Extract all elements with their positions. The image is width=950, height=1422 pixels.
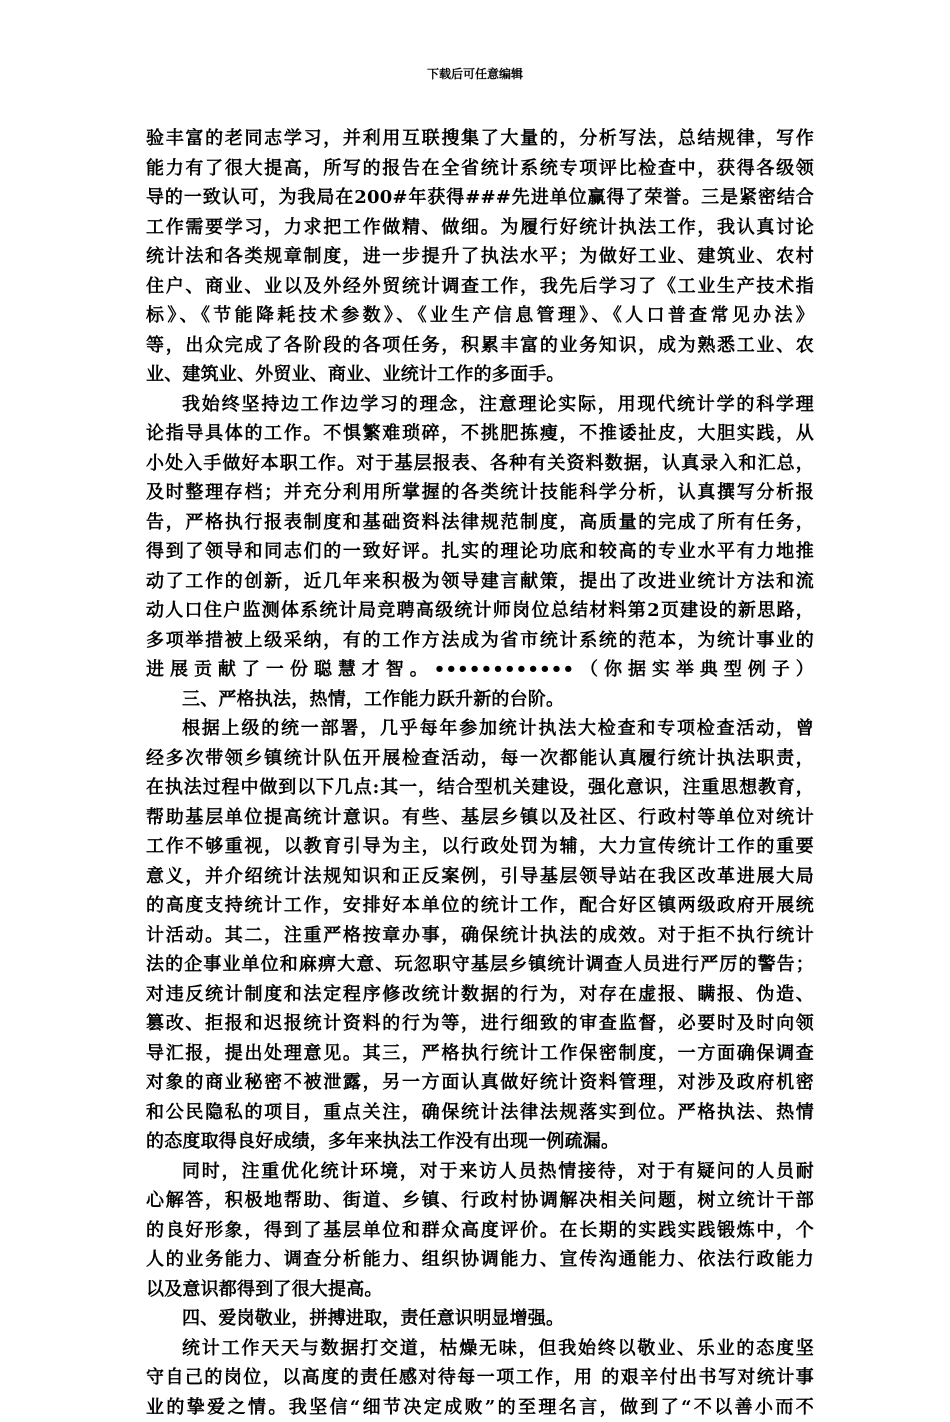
text-line: 经多次带领乡镇统计队伍开展检查活动，每一次都能认真履行统计执法职责， — [146, 744, 814, 774]
text-line: 在执法过程中做到以下几点:其一，结合型机关建设，强化意识，注重思想教育， — [146, 773, 814, 803]
text-line: 篡改、拒报和迟报统计资料的行为等，进行细致的审查监督，必要时及时向领 — [146, 1009, 814, 1039]
text-line: 根据上级的统一部署，几乎每年参加统计执法大检查和专项检查活动，曾 — [146, 714, 814, 744]
text-line: 意义，并介绍统计法规知识和正反案例，引导基层领导站在我区改革进展大局 — [146, 862, 814, 892]
text-line: 论指导具体的工作。不惧繁难琐碎，不挑肥拣瘦，不推诿扯皮，大胆实践，从 — [146, 419, 814, 449]
text-line: 心解答，积极地帮助、街道、乡镇、行政村协调解决相关问题，树立统计干部 — [146, 1186, 814, 1216]
text-line: 计活动。其二，注重严格按章办事，确保统计执法的成效。对于拒不执行统计 — [146, 921, 814, 951]
text-line: 的高度支持统计工作，安排好本单位的统计工作，配合好区镇两级政府开展统 — [146, 891, 814, 921]
text-line: 标》、《节能降耗技术参数》、《业生产信息管理》、《人口普查常见办法》 — [146, 301, 814, 331]
text-line: 动人口住户监测体系统计局竞聘高级统计师岗位总结材料第2页建设的新思路， — [146, 596, 814, 626]
text-line: 对象的商业秘密不被泄露，另一方面认真做好统计资料管理，对涉及政府机密 — [146, 1068, 814, 1098]
text-line: 业、建筑业、外贸业、商业、业统计工作的多面手。 — [146, 360, 814, 390]
text-line: 工作需要学习，力求把工作做精、做细。为履行好统计执法工作，我认真讨论 — [146, 213, 814, 243]
text-line: 我始终坚持边工作边学习的理念，注意理论实际，用现代统计学的科学理 — [146, 390, 814, 420]
text-line: 得到了领导和同志们的一致好评。扎实的理论功底和较高的专业水平有力地推 — [146, 537, 814, 567]
text-line: 守自己的岗位，以高度的责任感对待每一项工作，用 的艰辛付出书写对统计事 — [146, 1363, 814, 1393]
text-line: 对违反统计制度和法定程序修改统计数据的行为，对存在虚报、瞒报、伪造、 — [146, 980, 814, 1010]
text-line: 法的企事业单位和麻痹大意、玩忽职守基层乡镇统计调查人员进行严厉的警告； — [146, 950, 814, 980]
text-line: 以及意识都得到了很大提高。 — [146, 1275, 814, 1305]
text-line: 人的业务能力、调查分析能力、组织协调能力、宣传沟通能力、依法行政能力 — [146, 1245, 814, 1275]
text-line: 业的挚爱之情。我坚信“细节决定成败”的至理名言，做到了“不以善小而不 — [146, 1393, 814, 1422]
text-line: 验丰富的老同志学习，并利用互联搜集了大量的，分析写法，总结规律，写作 — [146, 124, 814, 154]
text-line: 及时整理存档；并充分利用所掌握的各类统计技能科学分析，认真撰写分析报 — [146, 478, 814, 508]
text-line: 告，严格执行报表制度和基础资料法律规范制度，高质量的完成了所有任务， — [146, 508, 814, 538]
text-line: 四、爱岗敬业，拼搏进取，责任意识明显增强。 — [146, 1304, 814, 1334]
text-line: 统计法和各类规章制度，进一步提升了执法水平；为做好工业、建筑业、农村 — [146, 242, 814, 272]
text-line: 的态度取得良好成绩，多年来执法工作没有出现一例疏漏。 — [146, 1127, 814, 1157]
text-line: 等，出众完成了各阶段的各项任务，积累丰富的业务知识，成为熟悉工业、农 — [146, 331, 814, 361]
text-line: 住户、商业、业以及外经外贸统计调查工作，我先后学习了《工业生产技术指 — [146, 272, 814, 302]
text-line: 导的一致认可，为我局在200#年获得###先进单位赢得了荣誉。三是紧密结合 — [146, 183, 814, 213]
text-line: 多项举措被上级采纳，有的工作方法成为省市统计系统的范本，为统计事业的 — [146, 626, 814, 656]
text-line: 进展贡献了一份聪慧才智。••••••••••••（你据实举典型例子） — [146, 655, 814, 685]
text-line: 能力有了很大提高，所写的报告在全省统计系统专项评比检查中，获得各级领 — [146, 154, 814, 184]
text-line: 同时，注重优化统计环境，对于来访人员热情接待，对于有疑问的人员耐 — [146, 1157, 814, 1187]
page-header-note: 下载后可任意编辑 — [0, 66, 950, 82]
text-line: 帮助基层单位提高统计意识。有些、基层乡镇以及社区、行政村等单位对统计 — [146, 803, 814, 833]
text-line: 三、严格执法，热情，工作能力跃升新的台阶。 — [146, 685, 814, 715]
text-line: 的良好形象，得到了基层单位和群众高度评价。在长期的实践实践锻炼中，个 — [146, 1216, 814, 1246]
text-line: 工作不够重视，以教育引导为主，以行政处罚为辅，大力宣传统计工作的重要 — [146, 832, 814, 862]
text-line: 小处入手做好本职工作。对于基层报表、各种有关资料数据，认真录入和汇总， — [146, 449, 814, 479]
document-body — [146, 124, 814, 1422]
text-line: 动了工作的创新，近几年来积极为领导建言献策，提出了改进业统计方法和流 — [146, 567, 814, 597]
text-line: 统计工作天天与数据打交道，枯燥无味，但我始终以敬业、乐业的态度坚 — [146, 1334, 814, 1364]
text-line: 导汇报，提出处理意见。其三，严格执行统计工作保密制度，一方面确保调查 — [146, 1039, 814, 1069]
text-line: 和公民隐私的项目，重点关注，确保统计法律法规落实到位。严格执法、热情 — [146, 1098, 814, 1128]
